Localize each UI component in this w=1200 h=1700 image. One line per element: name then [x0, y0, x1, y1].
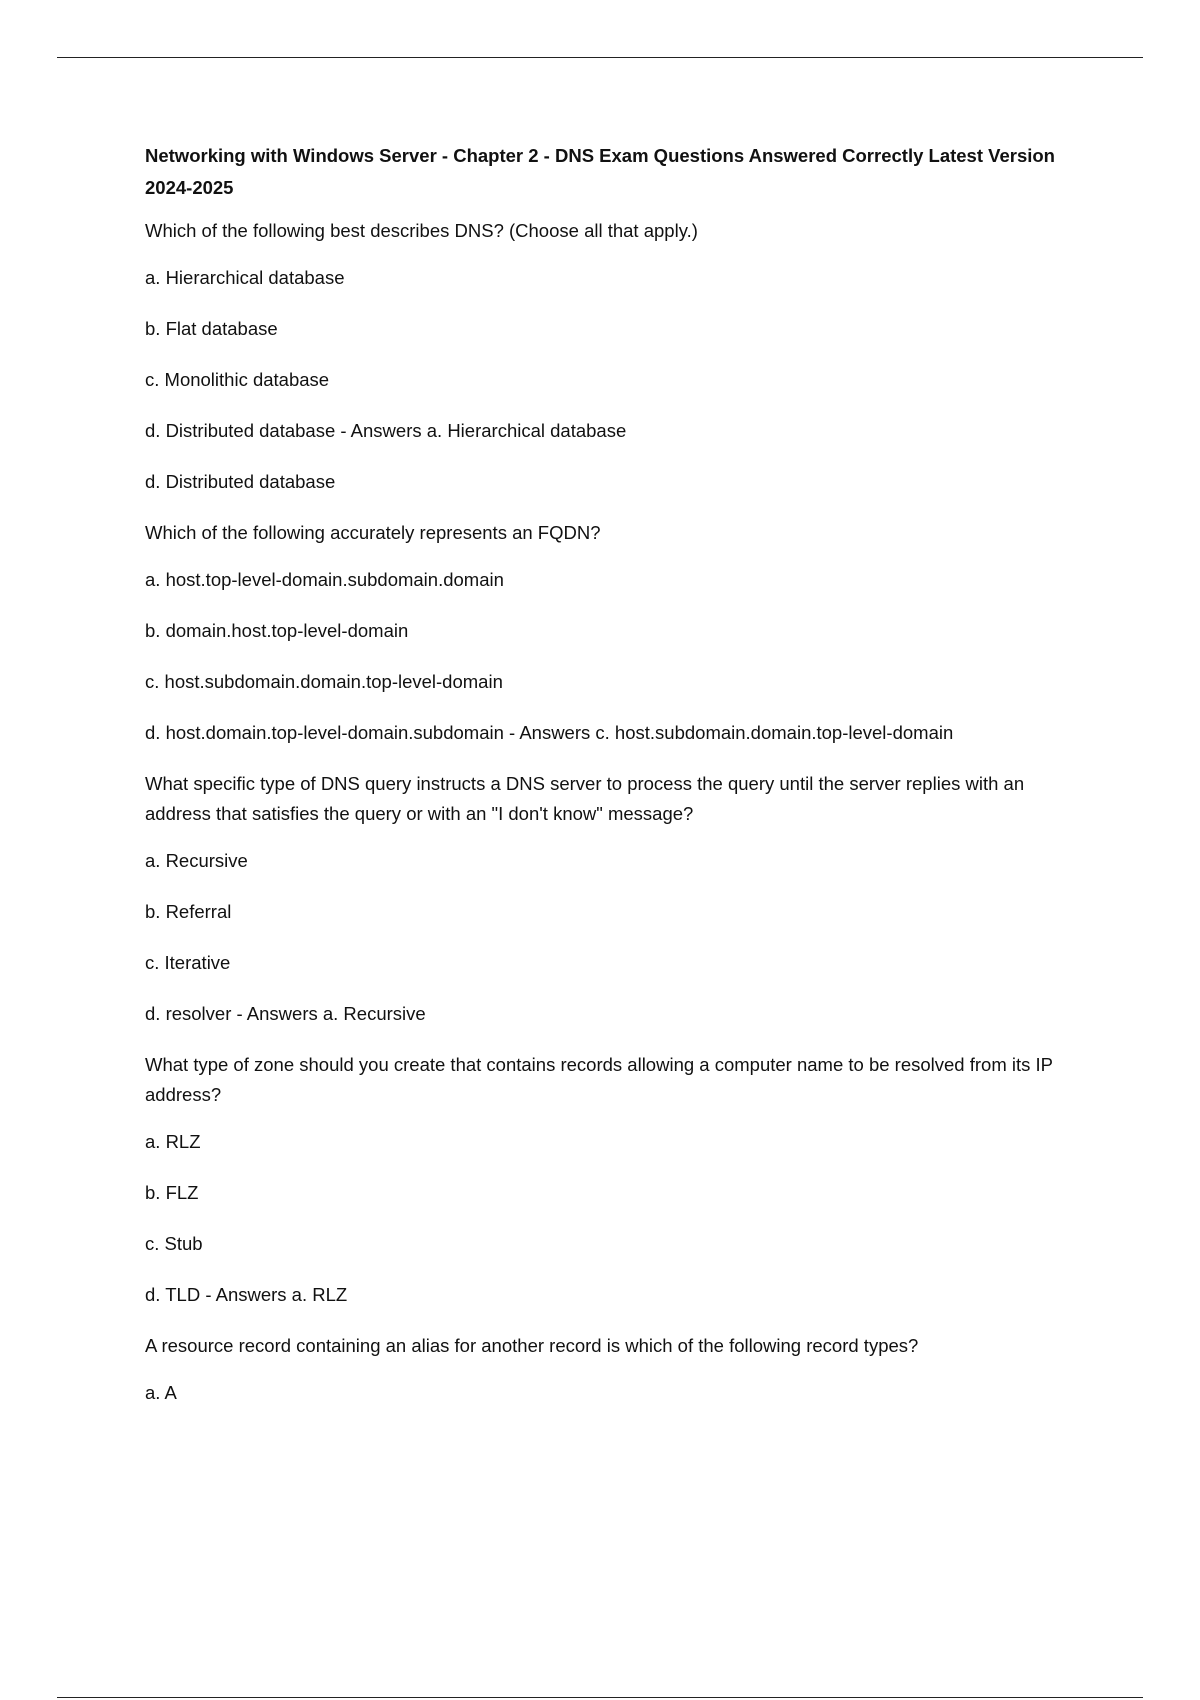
answer-option: a. RLZ [145, 1131, 201, 1152]
question-4: What type of zone should you create that contains records allowing a computer name to be resolved from its IP address? [145, 1054, 1053, 1105]
question-3: What specific type of DNS query instructs a DNS server to process the query until the server replies with an address that satisfies the query or with an "I don't know" message? [145, 773, 1025, 824]
document-title: Networking with Windows Server - Chapter 2 - DNS Exam Questions Answered Correctly Latest Version 2024-2025 [145, 145, 1055, 198]
answer-option-with-answer: d. resolver - Answers a. Recursive [145, 1003, 426, 1024]
page-top-rule [57, 57, 1143, 58]
answer-option: b. Referral [145, 901, 232, 922]
page-bottom-rule [57, 1697, 1143, 1698]
answer-option: a. Recursive [145, 850, 248, 871]
answer-option: c. Stub [145, 1233, 203, 1254]
answer-option: c. Iterative [145, 952, 231, 973]
answer-option: a. Hierarchical database [145, 267, 345, 288]
answer-option: c. Monolithic database [145, 369, 330, 390]
answer-option: a. host.top-level-domain.subdomain.domain [145, 569, 504, 590]
answer-option: d. Distributed database [145, 471, 336, 492]
document-body [145, 140, 1090, 1429]
answer-option-with-answer: d. TLD - Answers a. RLZ [145, 1284, 348, 1305]
answer-option: b. domain.host.top-level-domain [145, 620, 409, 641]
answer-option-with-answer: d. host.domain.top-level-domain.subdomain - Answers c. host.subdomain.domain.top-level-domain [145, 722, 954, 743]
answer-option: a. A [145, 1382, 177, 1403]
question-5: A resource record containing an alias for another record is which of the following record types? [145, 1335, 919, 1356]
answer-option: b. Flat database [145, 318, 278, 339]
answer-option: c. host.subdomain.domain.top-level-domain [145, 671, 503, 692]
question-1: Which of the following best describes DNS? (Choose all that apply.) [145, 220, 698, 241]
answer-option: b. FLZ [145, 1182, 199, 1203]
question-2: Which of the following accurately represents an FQDN? [145, 522, 601, 543]
answer-option-with-answer: d. Distributed database - Answers a. Hierarchical database [145, 420, 627, 441]
